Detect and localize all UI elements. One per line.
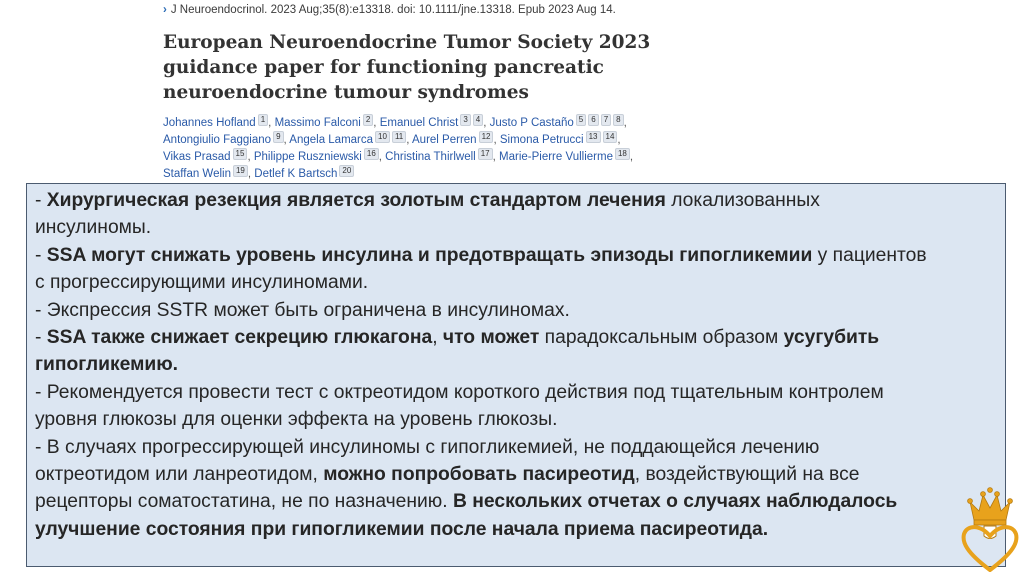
author-name[interactable]: Antongiulio Faggiano (163, 134, 272, 146)
author-separator: , (483, 117, 490, 129)
summary-line (35, 461, 995, 488)
affiliation-badge[interactable]: 4 (473, 114, 483, 126)
author-line (163, 114, 763, 131)
summary-line (35, 214, 995, 241)
affiliation-badge[interactable]: 7 (601, 114, 611, 126)
author-name[interactable]: Emanuel Christ (379, 117, 459, 129)
summary-line (35, 242, 995, 269)
author-name[interactable]: Detlef K Bartsch (254, 168, 338, 180)
summary-bold-text: В нескольких отчетах о случаях наблюдалось (452, 491, 898, 513)
affiliation-badge[interactable]: 19 (233, 165, 248, 177)
summary-text-segment: - (35, 244, 47, 266)
summary-text-segment: рецепторы соматостатина, не по назначению. (35, 491, 453, 513)
crown-heart-emblem-icon (960, 486, 1020, 572)
author-name[interactable]: Simona Petrucci (499, 134, 584, 146)
author-separator: , (373, 117, 380, 129)
affiliation-badge[interactable]: 18 (615, 148, 630, 160)
chevron-right-icon: › (163, 4, 167, 16)
author-separator: , (268, 117, 275, 129)
author-name[interactable]: Staffan Welin (163, 168, 231, 180)
affiliation-badge[interactable]: 2 (363, 114, 373, 126)
affiliation-badge[interactable]: 12 (479, 131, 494, 143)
author-list (163, 114, 763, 182)
affiliation-badge[interactable]: 15 (233, 148, 248, 160)
affiliation-badge[interactable]: 17 (478, 148, 493, 160)
affiliation-badge[interactable]: 8 (613, 114, 623, 126)
summary-text-segment: с прогрессирующими инсулиномами. (35, 272, 369, 294)
summary-line (35, 269, 995, 296)
summary-bold-text: усугубить (783, 327, 880, 349)
author-name[interactable]: Aurel Perren (412, 134, 477, 146)
author-line (163, 131, 763, 148)
article-title: European Neuroendocrine Tumor Society 2023 guidance paper for functioning pancreatic neuroendocrine tumour syndromes (163, 32, 651, 103)
citation (163, 4, 616, 16)
summary-bold-text: SSA могут снижать уровень инсулина и предотвращать эпизоды гипогликемии (46, 244, 813, 266)
affiliation-badge[interactable]: 16 (364, 148, 379, 160)
citation-text[interactable]: J Neuroendocrinol. 2023 Aug;35(8):e13318. doi: 10.1111/jne.13318. Epub 2023 Aug 14. (170, 4, 616, 16)
summary-box (26, 183, 1006, 567)
author-name[interactable]: Marie-Pierre Vullierme (499, 151, 613, 163)
summary-text-segment: уровня глюкозы для оценки эффекта на уровень глюкозы. (35, 409, 558, 431)
author-separator: , (492, 151, 500, 163)
summary-text-segment: , (432, 327, 443, 349)
summary-text-segment: , воздействующий на все (634, 464, 860, 486)
summary-text-segment: октреотидом или ланреотидом, (35, 464, 324, 486)
affiliation-badge[interactable]: 9 (273, 131, 283, 143)
affiliation-badge[interactable]: 10 (375, 131, 390, 143)
summary-bold-text: можно попробовать пасиреотид (323, 464, 635, 486)
summary-bold-text: Хирургическая резекция является золотым стандартом лечения (46, 190, 666, 211)
summary-text-segment: - (35, 327, 47, 349)
affiliation-badge[interactable]: 1 (258, 114, 268, 126)
summary-line (35, 516, 995, 543)
author-name[interactable]: Massimo Falconi (274, 117, 361, 129)
summary-text-segment: - Экспрессия SSTR может быть ограничена в инсулиномах. (35, 299, 570, 321)
author-name[interactable]: Johannes Hofland (163, 117, 256, 129)
author-separator: , (283, 134, 290, 146)
summary-bold-text: гипогликемию. (35, 354, 179, 376)
author-name[interactable]: Vikas Prasad (163, 151, 231, 163)
author-separator: , (623, 117, 627, 129)
summary-text-segment: у пациентов (812, 244, 927, 266)
author-name[interactable]: Philippe Ruszniewski (253, 151, 362, 163)
affiliation-badge[interactable]: 20 (339, 165, 354, 177)
summary-text-segment: локализованных (665, 190, 820, 211)
summary-text-segment: - Рекомендуется провести тест с октреотидом короткого действия под тщательным контролем (35, 381, 884, 403)
summary-line (35, 434, 995, 461)
author-line (163, 165, 763, 182)
author-separator: , (406, 134, 413, 146)
summary-line (35, 187, 995, 214)
summary-line (35, 488, 995, 515)
summary-text-segment: инсулиномы. (35, 217, 152, 239)
summary-text-segment: - (35, 190, 47, 211)
author-name[interactable]: Christina Thirlwell (385, 151, 476, 163)
author-name[interactable]: Justo P Castaño (489, 117, 574, 129)
author-name[interactable]: Angela Lamarca (289, 134, 374, 146)
affiliation-badge[interactable]: 13 (586, 131, 601, 143)
summary-line (35, 406, 995, 433)
summary-line (35, 324, 995, 351)
summary-text-segment: - В случаях прогрессирующей инсулиномы с гипогликемией, не поддающейся лечению (35, 436, 820, 458)
author-separator: , (378, 151, 386, 163)
affiliation-badge[interactable]: 6 (588, 114, 598, 126)
affiliation-badge[interactable]: 3 (460, 114, 470, 126)
summary-bold-text: что может (442, 327, 540, 349)
author-line (163, 148, 763, 165)
author-separator: , (629, 151, 634, 163)
affiliation-badge[interactable]: 11 (392, 131, 406, 143)
author-separator: , (247, 151, 254, 163)
author-separator: , (493, 134, 500, 146)
summary-line (35, 351, 995, 378)
summary-line (35, 379, 995, 406)
summary-bold-text: улучшение состояния при гипогликемии после начала приема пасиреотида. (35, 518, 769, 540)
summary-bold-text: SSA также снижает секрецию глюкагона (46, 327, 433, 349)
summary-text (35, 187, 995, 543)
author-separator: , (247, 168, 255, 180)
affiliation-badge[interactable]: 14 (603, 131, 618, 143)
summary-text-segment: парадоксальным образом (539, 327, 784, 349)
affiliation-badge[interactable]: 5 (576, 114, 586, 126)
author-separator: , (617, 134, 621, 146)
summary-line (35, 297, 995, 324)
